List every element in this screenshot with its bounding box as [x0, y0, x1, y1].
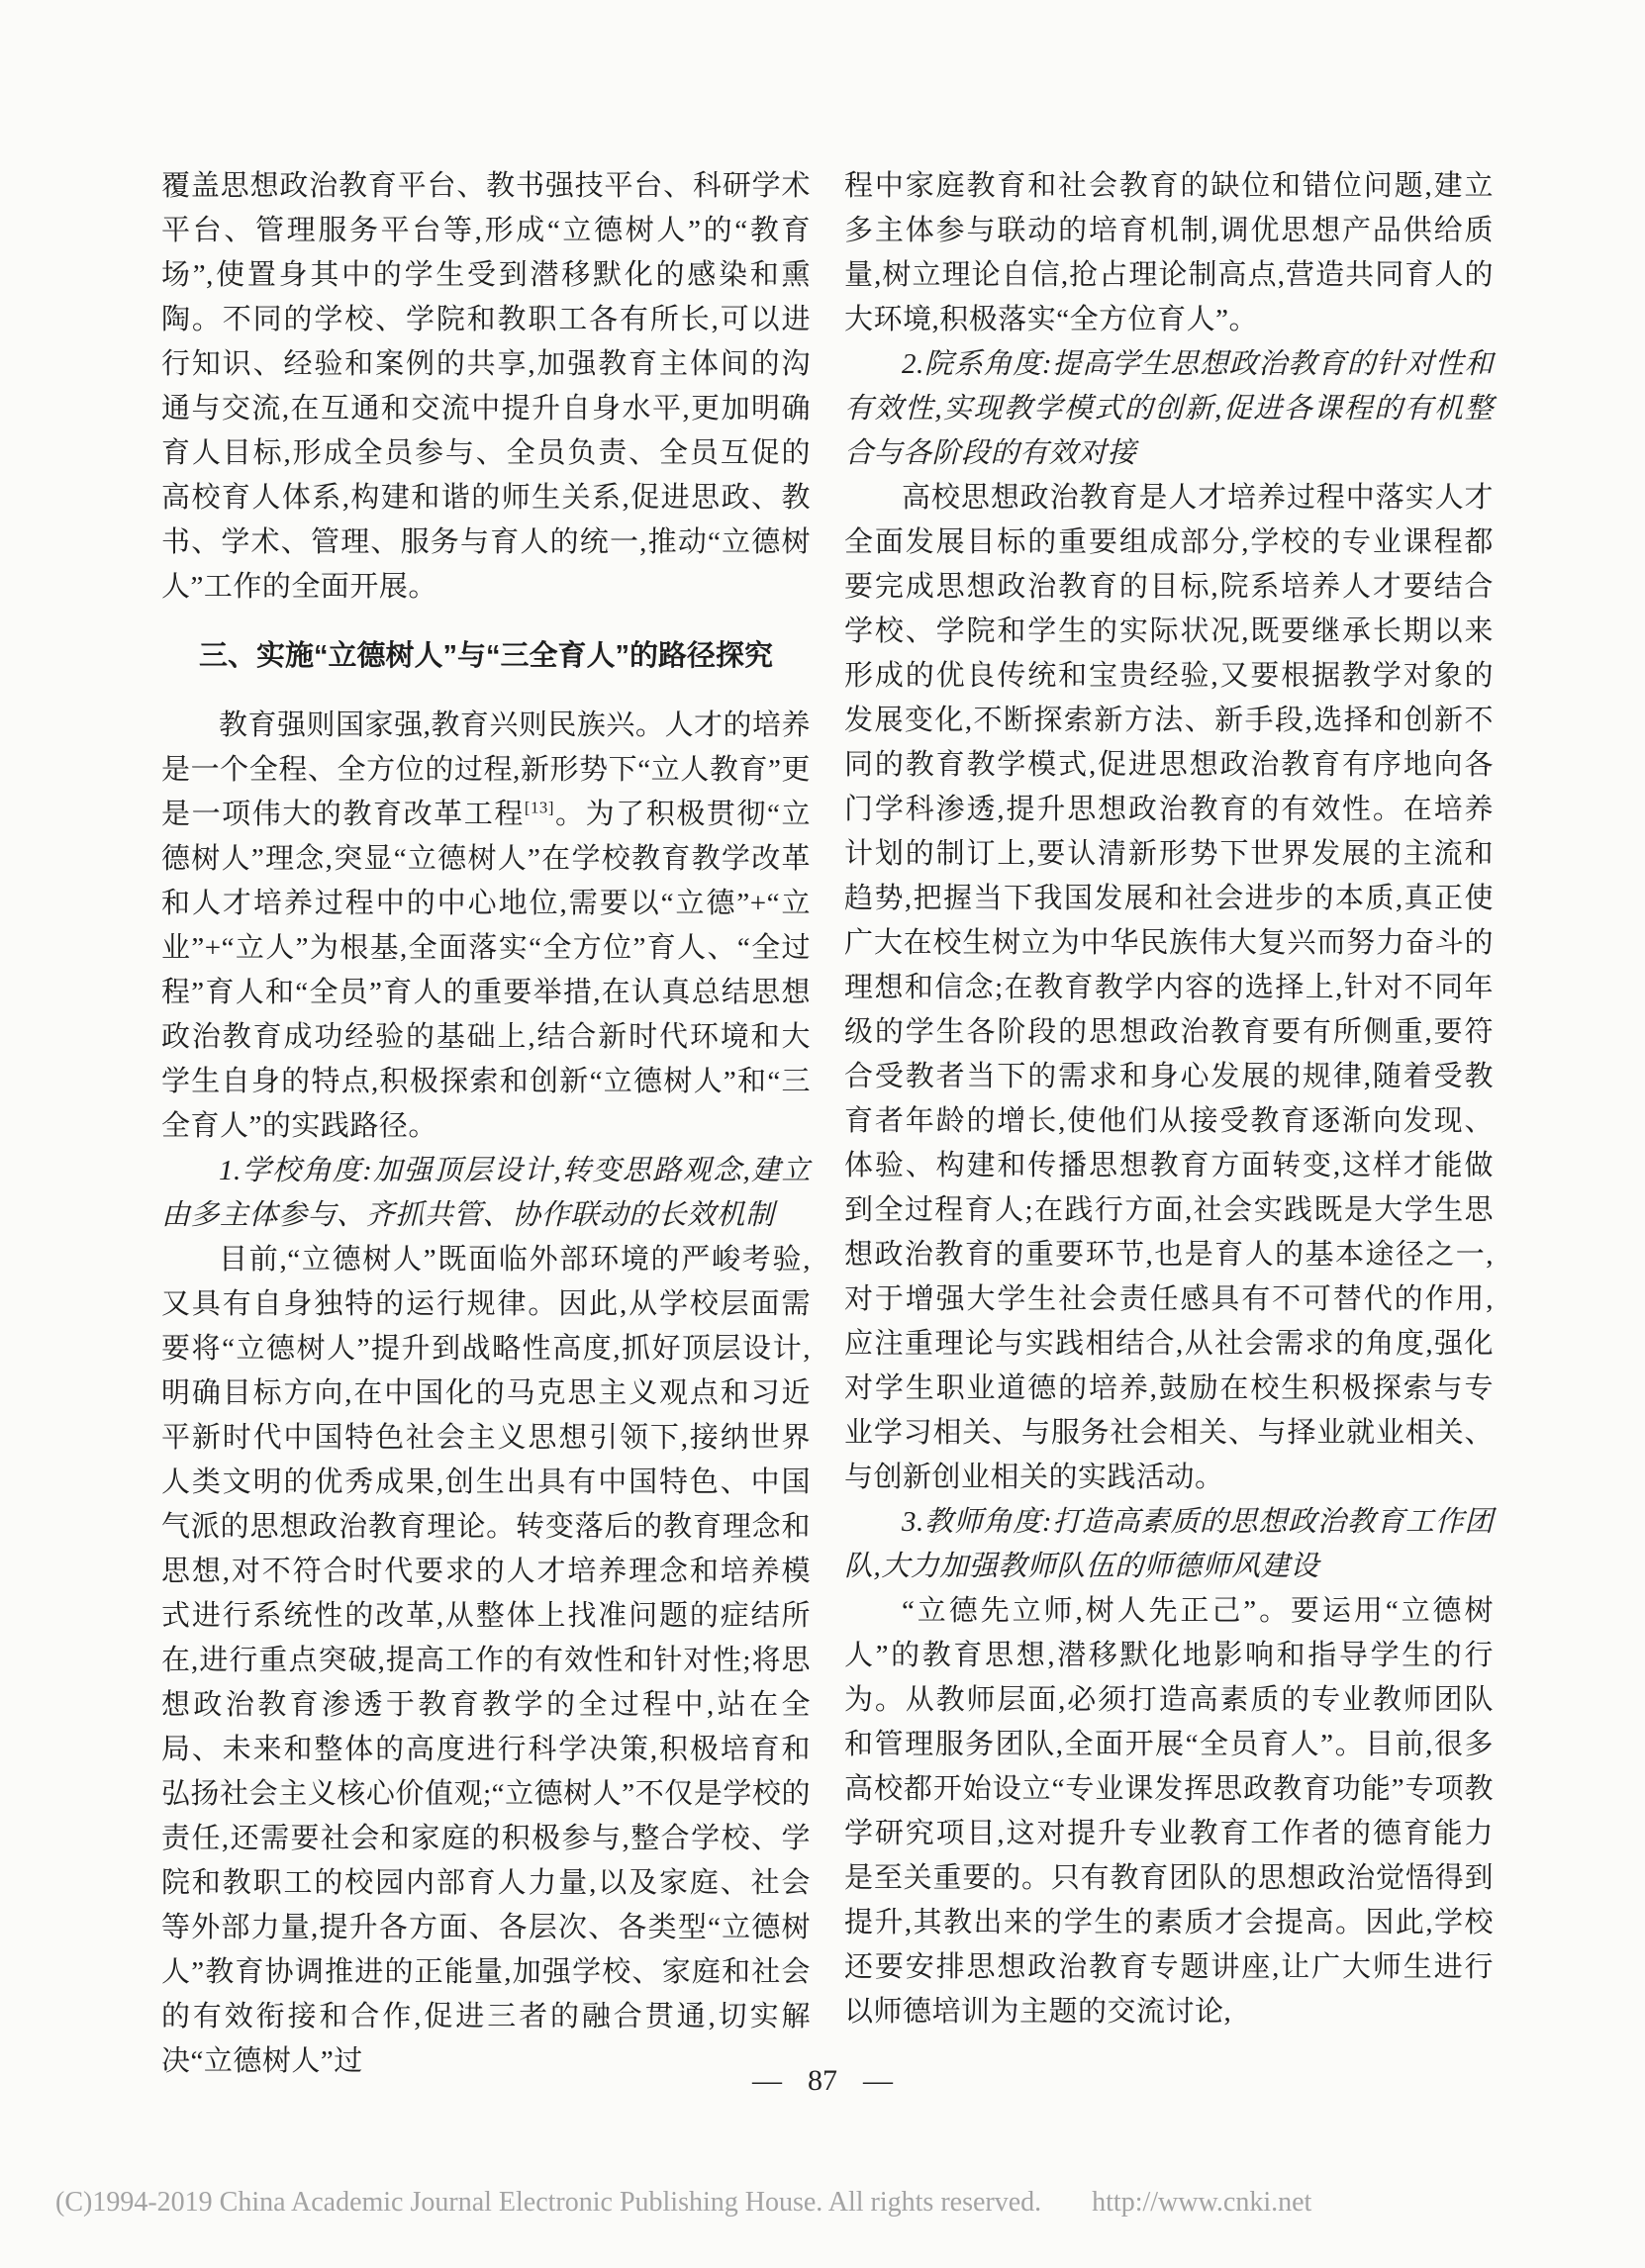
paragraph: 高校思想政治教育是人才培养过程中落实人才全面发展目标的重要组成部分,学校的专业课程都要完成思想政治教育的目标,院系培养人才要结合学校、学院和学生的实际状况,既要继承长期以来形成的优良传统和宝贵经验,又要根据教学对象的发展变化,不断探索新方法、新手段,选择和创新不同的教育教学模式,促进思想政治教育有序地向各门学科渗透,提升思想政治教育的有效性。在培养计划的制订上,要认清新形势下世界发展的主流和趋势,把握当下我国发展和社会进步的本质,真正使广大在校生树立为中华民族伟大复兴而努力奋斗的理想和信念;在教育教学内容的选择上,针对不同年级的学生各阶段的思想政治教育要有所侧重,要符合受教者当下的需求和身心发展的规律,随着受教育者年龄的增长,使他们从接受教育逐渐向发现、体验、构建和传播思想教育方面转变,这样才能做到全过程育人;在践行方面,社会实践既是大学生思想政治教育的重要环节,也是育人的基本途径之一,对于增强大学生社会责任感具有不可替代的作用,应注重理论与实践相结合,从社会需求的角度,强化对学生职业道德的培养,鼓励在校生积极探索与专业学习相关、与服务社会相关、与择业就业相关、与创新创业相关的实践活动。	[844, 482, 1494, 1493]
section-heading: 三、实施“立德树人”与“三全育人”的路径探究	[198, 640, 773, 672]
paragraph-continuation: 覆盖思想政治教育平台、教书强技平台、科研学术平台、管理服务平台等,形成“立德树人”的“教育场”,使置身其中的学生受到潜移默化的感染和熏陶。不同的学校、学院和教职工各有所长,可以进行知识、经验和案例的共享,加强教育主体间的沟通与交流,在互通和交流中提升自身水平,更加明确育人目标,形成全员参与、全员负责、全员互促的高校育人体系,构建和谐的师生关系,促进思政、教书、学术、管理、服务与育人的统一,推动“立德树人”工作的全面开展。	[161, 170, 811, 603]
footer-url: http://www.cnki.net	[1092, 2187, 1312, 2218]
page-number-value: 87	[808, 2064, 837, 2097]
page-number-dash-right: —	[863, 2064, 893, 2097]
paragraph	[161, 704, 811, 1149]
copyright-text: (C)1994-2019 China Academic Journal Electronic Publishing House. All rights reserved.	[55, 2187, 1042, 2218]
right-column	[844, 164, 1494, 2034]
paragraph-text: 教育强则国家强,教育兴则民族兴。人才的培养是一个全程、全方位的过程,新形势下“立人教育”更是一项伟大的教育改革工程	[161, 709, 811, 830]
subsection-heading-2: 2.院系角度:提高学生思想政治教育的针对性和有效性,实现教学模式的创新,促进各课程的有机整合与各阶段的有效对接	[844, 348, 1494, 469]
page-number-dash-left: —	[752, 2064, 782, 2097]
citation-reference: [13]	[524, 798, 554, 817]
left-column	[161, 164, 811, 2084]
paragraph: “立德先立师,树人先正己”。要运用“立德树人”的教育思想,潜移默化地影响和指导学生的行为。从教师层面,必须打造高素质的专业教师团队和管理服务团队,全面开展“全员育人”。目前,很多高校都开始设立“专业课发挥思政教育功能”专项教学研究项目,这对提升专业教育工作者的德育能力是至关重要的。只有教育团队的思想政治觉悟得到提升,其教出来的学生的素质才会提高。因此,学校还要安排思想政治教育专题讲座,让广大师生进行以师德培训为主题的交流讨论,	[844, 1595, 1494, 2028]
page-number	[0, 2064, 1645, 2098]
paragraph: 目前,“立德树人”既面临外部环境的严峻考验,又具有自身独特的运行规律。因此,从学校层面需要将“立德树人”提升到战略性高度,抓好顶层设计,明确目标方向,在中国化的马克思主义观点和习近平新时代中国特色社会主义思想引领下,接纳世界人类文明的优秀成果,创生出具有中国特色、中国气派的思想政治教育理论。转变落后的教育理念和思想,对不符合时代要求的人才培养理念和培养模式进行系统性的改革,从整体上找准问题的症结所在,进行重点突破,提高工作的有效性和针对性;将思想政治教育渗透于教育教学的全过程中,站在全局、未来和整体的高度进行科学决策,积极培育和弘扬社会主义核心价值观;“立德树人”不仅是学校的责任,还需要社会和家庭的积极参与,整合学校、学院和教职工的校园内部育人力量,以及家庭、社会等外部力量,提升各方面、各层次、各类型“立德树人”教育协调推进的正能量,加强学校、家庭和社会的有效衔接和合作,促进三者的融合贯通,切实解决“立德树人”过	[161, 1244, 811, 2077]
subsection-heading-3: 3.教师角度:打造高素质的思想政治教育工作团队,大力加强教师队伍的师德师风建设	[844, 1506, 1494, 1582]
paragraph-text: 。为了积极贯彻“立德树人”理念,突显“立德树人”在学校教育教学改革和人才培养过程中的中心地位,需要以“立德”+“立业”+“立人”为根基,全面落实“全方位”育人、“全过程”育人和“全员”育人的重要举措,在认真总结思想政治教育成功经验的基础上,结合新时代环境和大学生自身的特点,积极探索和创新“立德树人”和“三全育人”的实践路径。	[161, 799, 811, 1142]
paragraph-continuation: 程中家庭教育和社会教育的缺位和错位问题,建立多主体参与联动的培育机制,调优思想产品供给质量,树立理论自信,抢占理论制高点,营造共同育人的大环境,积极落实“全方位育人”。	[844, 170, 1494, 335]
subsection-heading-1: 1.学校角度:加强顶层设计,转变思路观念,建立由多主体参与、齐抓共管、协作联动的长效机制	[161, 1155, 811, 1231]
copyright-footer	[55, 2187, 1311, 2219]
